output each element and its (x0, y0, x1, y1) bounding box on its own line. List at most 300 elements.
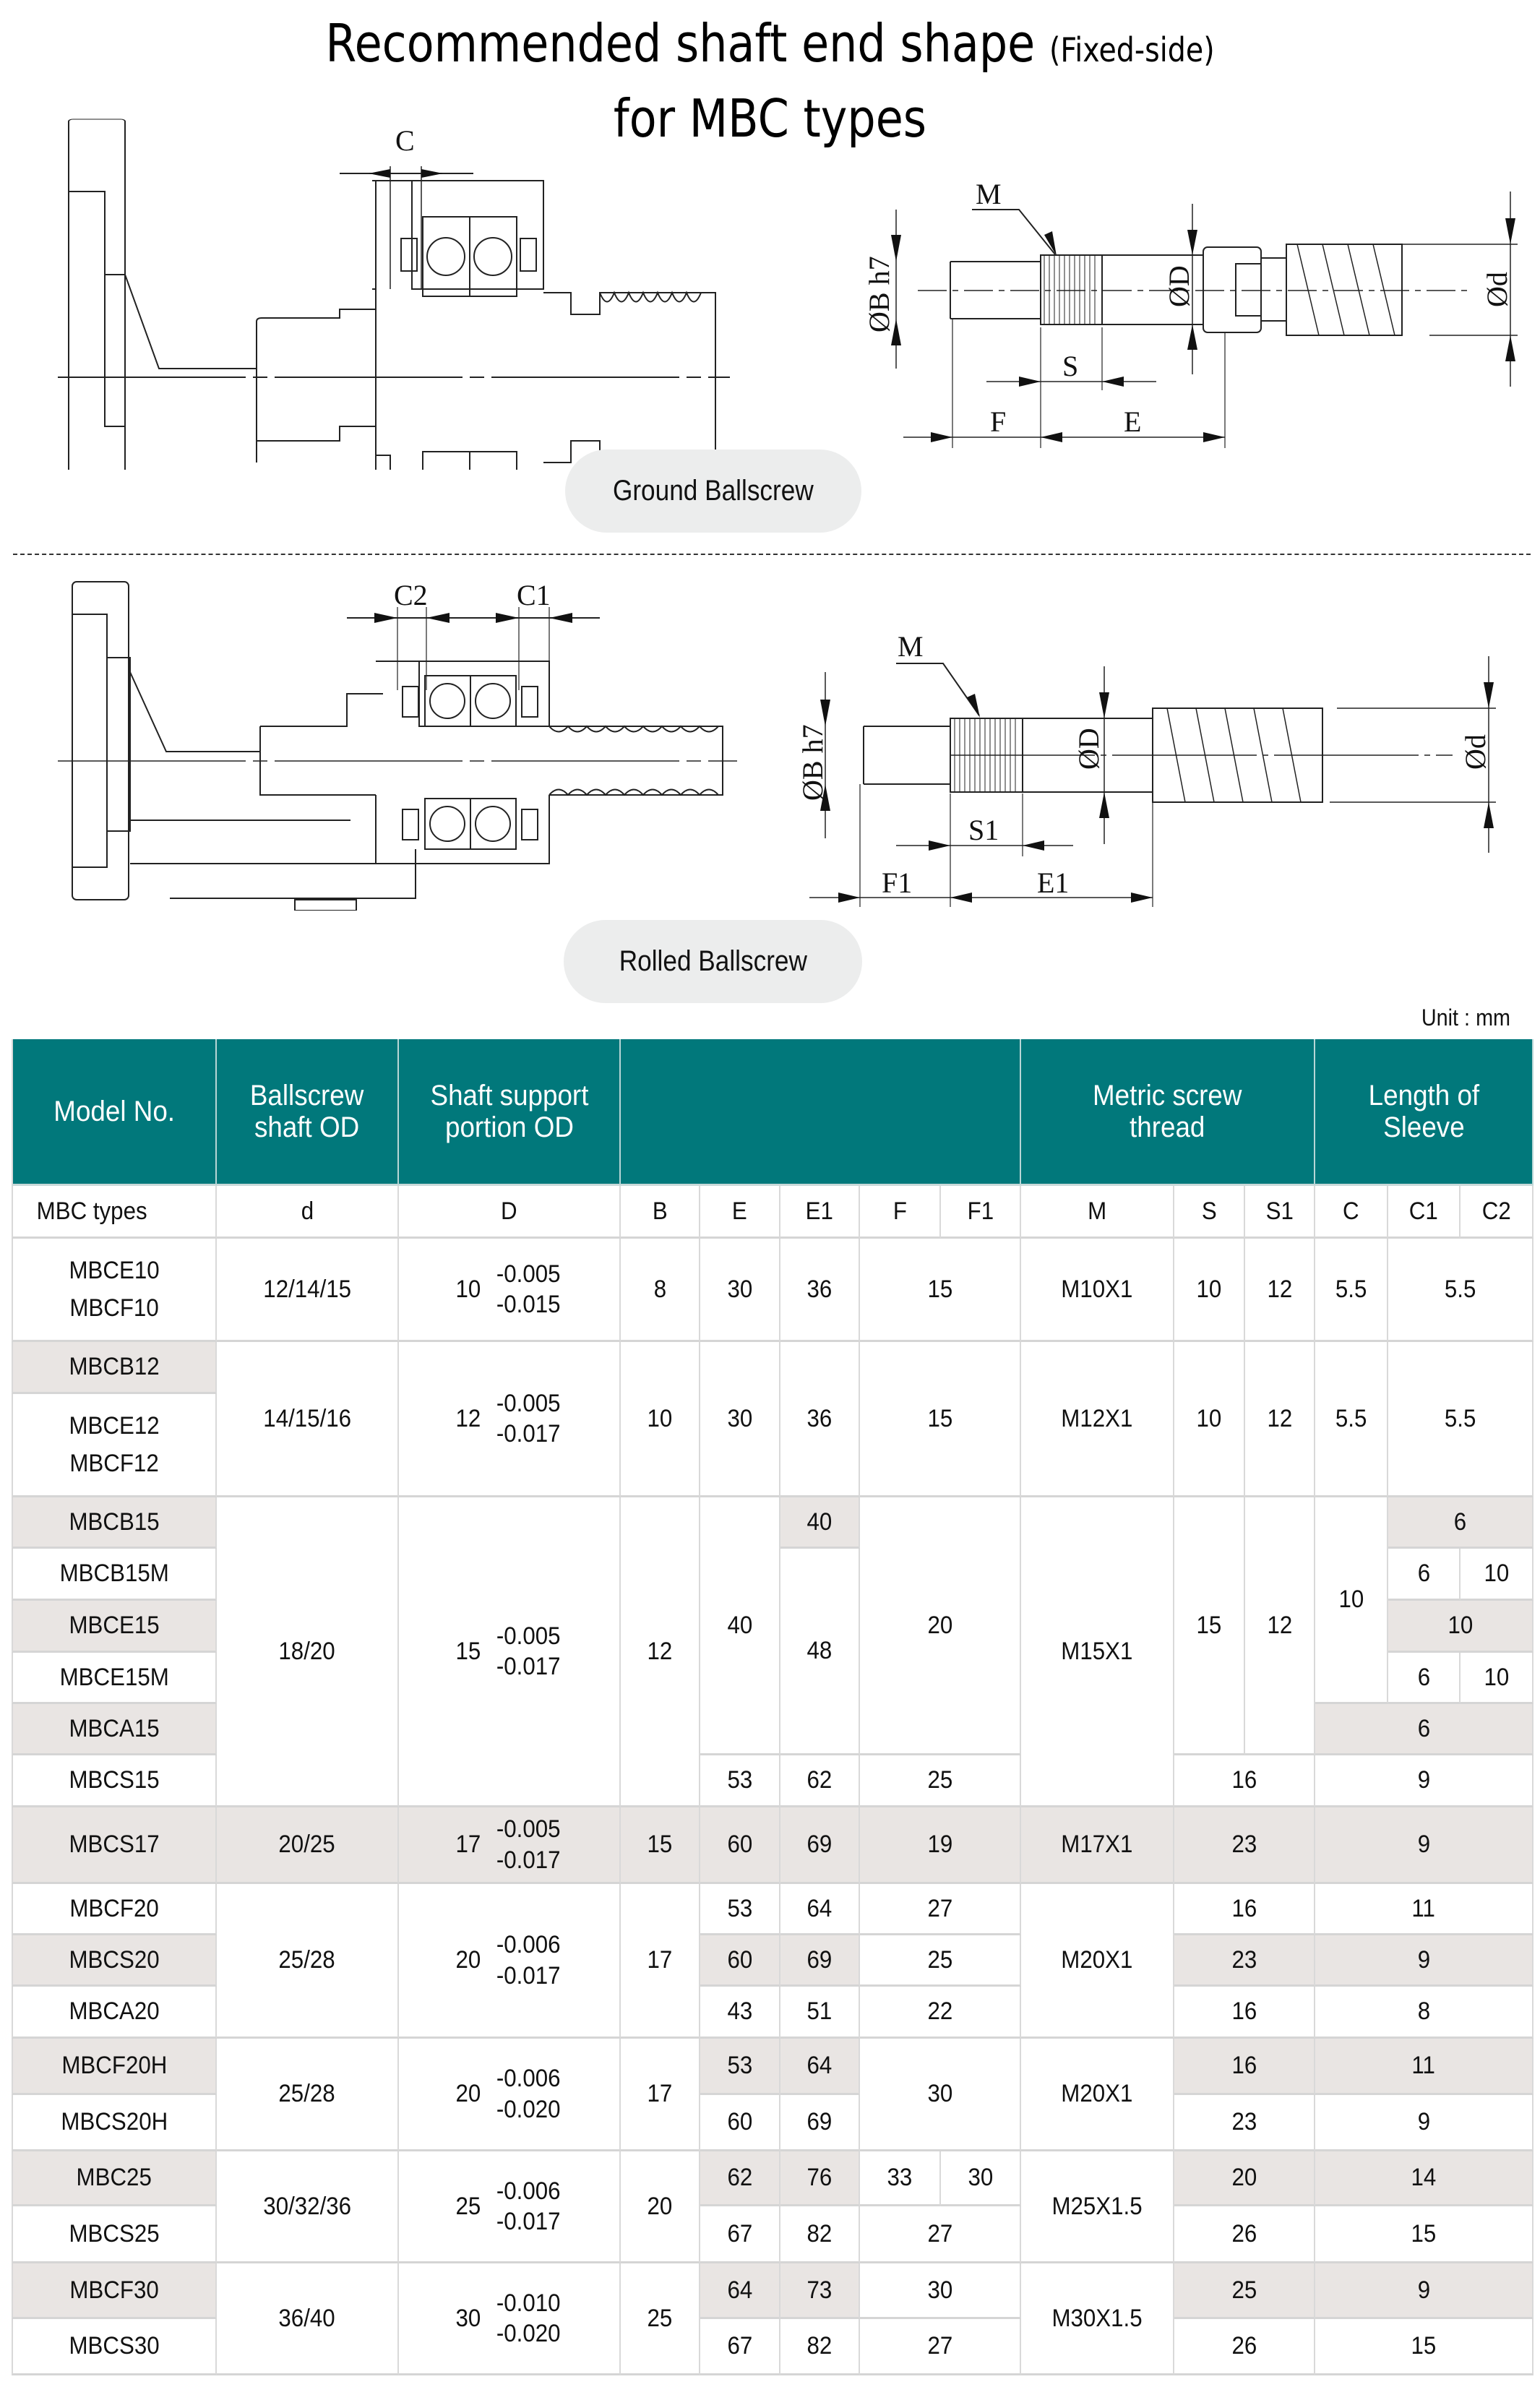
cell-value: 51 (806, 1997, 833, 2026)
table-cell-s1 (1245, 1342, 1315, 1497)
column-header-d (399, 1186, 621, 1239)
table-cell-d (217, 1807, 399, 1884)
cell-value: 12/14/15 (263, 1275, 351, 1303)
lower-tolerance: -0.017 (496, 1961, 561, 1990)
svg-text:Ød: Ød (1459, 734, 1492, 770)
group-header-line: portion OD (444, 1111, 574, 1143)
cell-value: 20 (1231, 2164, 1257, 2192)
cell-value: 60 (727, 1945, 752, 1974)
cell-value: 62 (727, 2164, 752, 2192)
cell-value: 67 (727, 2219, 752, 2248)
table-cell-s (1174, 2095, 1315, 2151)
column-header-s (1174, 1186, 1245, 1239)
column-header-label: S (1201, 1197, 1217, 1225)
model-name: MBCS30 (69, 2332, 160, 2360)
model-name: MBCF10 (69, 1294, 159, 1322)
svg-text:F: F (990, 405, 1007, 438)
tolerance-value (455, 2288, 563, 2349)
svg-text:ØD: ØD (1163, 265, 1195, 307)
column-header-c (1315, 1186, 1388, 1239)
table-cell-m (1021, 1884, 1174, 2039)
table-cell-e1 (780, 1497, 860, 1549)
table-cell-c (1315, 1342, 1388, 1497)
model-cell (12, 1704, 217, 1755)
cell-value: 30 (727, 1404, 752, 1432)
table-cell-e1 (780, 1549, 860, 1755)
table-cell-c (1315, 1987, 1533, 2039)
lower-tolerance: -0.020 (496, 2320, 561, 2347)
table-cell-s (1174, 1755, 1315, 1807)
table-cell-f (860, 2151, 941, 2206)
group-header-line: Ballscrew (250, 1080, 364, 1111)
cell-value: M15X1 (1061, 1637, 1133, 1665)
cell-value: 27 (927, 2219, 952, 2248)
column-header-s1 (1245, 1186, 1315, 1239)
model-name: MBCB15M (59, 1560, 169, 1588)
table-cell-e (700, 2151, 780, 2206)
unit-text: Unit : mm (1421, 1005, 1511, 1031)
table-cell-m (1021, 1497, 1174, 1807)
table-cell-s (1174, 2039, 1315, 2095)
cell-value: 6 (1417, 1663, 1430, 1691)
table-cell-f (860, 2039, 1021, 2151)
cell-value: 12 (1267, 1275, 1292, 1303)
title-qualifier: (Fixed-side) (1049, 30, 1215, 69)
group-header-line: shaft OD (254, 1111, 360, 1143)
table-cell-b (621, 1342, 700, 1497)
cell-value: 9 (1417, 2276, 1430, 2304)
tolerance-range (494, 2288, 563, 2349)
group-header-sleeve (1315, 1039, 1533, 1186)
model-cell (12, 1935, 217, 1987)
tolerance-range (494, 2063, 563, 2125)
cell-value: 12 (647, 1637, 673, 1665)
cell-value: 82 (806, 2332, 833, 2360)
cell-value: 67 (727, 2332, 752, 2360)
table-cell-s (1174, 1987, 1315, 2039)
table-cell-d (217, 1342, 399, 1497)
lower-tolerance: -0.020 (496, 2095, 561, 2123)
model-name: MBCE15M (59, 1663, 169, 1691)
column-header-m (1021, 1186, 1174, 1239)
column-header-d (217, 1186, 399, 1239)
model-name: MBCA20 (69, 1997, 160, 2026)
svg-text:E1: E1 (1037, 866, 1070, 899)
column-header-label: C (1343, 1197, 1359, 1225)
cell-value: 69 (806, 1831, 833, 1859)
column-header-label: S1 (1265, 1197, 1294, 1225)
cell-value: 30 (727, 1275, 752, 1303)
table-cell-s (1174, 1807, 1315, 1884)
cell-value: 6 (1417, 1714, 1430, 1742)
table-cell-c2 (1461, 1549, 1533, 1601)
nominal-diameter: 20 (455, 2080, 481, 2108)
group-header-line: thread (1130, 1111, 1205, 1143)
cell-value: 25/28 (278, 1946, 336, 1974)
cell-value: 20 (647, 2192, 673, 2220)
cell-value: 18/20 (278, 1637, 336, 1665)
svg-text:C1: C1 (517, 579, 551, 611)
cell-value: 64 (806, 2052, 833, 2080)
table-cell-c (1315, 1884, 1533, 1935)
cell-value: 9 (1417, 1831, 1430, 1859)
table-cell-d (217, 2151, 399, 2263)
cell-value: 60 (727, 2108, 752, 2136)
group-header-line: Model No. (53, 1096, 175, 1127)
cell-value: 8 (1417, 1997, 1430, 2026)
column-header-label: E (732, 1197, 747, 1225)
cell-value: 62 (806, 1766, 833, 1794)
table-cell-s (1174, 2263, 1315, 2319)
table-cell-s (1174, 1935, 1315, 1987)
lower-tolerance: -0.017 (496, 1653, 561, 1680)
table-cell-s (1174, 2319, 1315, 2375)
table-cell-f (860, 1342, 1021, 1497)
column-header-e (700, 1186, 780, 1239)
model-name: MBCF20 (69, 1894, 159, 1922)
table-cell-e (700, 1884, 780, 1935)
table-cell-c1 (1388, 1601, 1533, 1653)
table-cell-e1 (780, 2095, 860, 2151)
table-cell-c1 (1388, 1497, 1533, 1549)
cell-value: 26 (1231, 2219, 1257, 2248)
group-header-line: Sleeve (1382, 1111, 1465, 1143)
column-header-mbc-types (12, 1186, 217, 1239)
model-name: MBCS17 (69, 1831, 160, 1859)
upper-tolerance: -0.005 (496, 1815, 561, 1843)
table-cell-s (1174, 2206, 1315, 2263)
cell-value: 25 (927, 1766, 952, 1794)
cell-value: 10 (1484, 1560, 1509, 1588)
tolerance-value (455, 1388, 563, 1450)
cell-value: 20/25 (278, 1831, 336, 1859)
table-cell-d (399, 2151, 621, 2263)
cell-value: 36 (806, 1404, 833, 1432)
cell-value: 23 (1231, 1945, 1257, 1974)
svg-text:S: S (1062, 350, 1079, 382)
table-cell-e (700, 2095, 780, 2151)
table-cell-d (399, 1884, 621, 2039)
svg-text:Ød: Ød (1481, 272, 1513, 307)
table-cell-e (700, 2263, 780, 2319)
table-cell-d (217, 1497, 399, 1807)
cell-value: 10 (1447, 1612, 1473, 1640)
table-cell-c (1315, 2151, 1533, 2206)
cell-value: 9 (1417, 2108, 1430, 2136)
table-cell-b (621, 1497, 700, 1807)
table-cell-b (621, 1884, 700, 2039)
cell-value: 27 (927, 2332, 952, 2360)
lower-tolerance: -0.017 (496, 1420, 561, 1448)
table-cell-c (1315, 1497, 1388, 1704)
upper-tolerance: -0.005 (496, 1389, 561, 1417)
cell-value: 48 (806, 1637, 833, 1665)
cell-value: 12 (1267, 1611, 1292, 1639)
nominal-diameter: 12 (455, 1404, 481, 1432)
cell-value: 64 (806, 1894, 833, 1922)
lower-tolerance: -0.015 (496, 1291, 561, 1318)
table-cell-c1 (1388, 1239, 1533, 1342)
cell-value: 53 (727, 1766, 752, 1794)
model-cell (12, 1549, 217, 1601)
group-header-line: Metric screw (1093, 1080, 1242, 1111)
nominal-diameter: 10 (455, 1275, 481, 1303)
cell-value: 76 (806, 2164, 833, 2192)
cell-value: 9 (1417, 1945, 1430, 1974)
cell-value: 40 (806, 1508, 833, 1536)
svg-text:M: M (898, 630, 924, 663)
model-name: MBCE10 (69, 1256, 160, 1284)
table-cell-c (1315, 2319, 1533, 2375)
svg-text:ØB h7: ØB h7 (796, 724, 829, 801)
model-cell (12, 1394, 217, 1497)
column-header-b (621, 1186, 700, 1239)
table-cell-e1 (780, 1239, 860, 1342)
upper-tolerance: -0.006 (496, 2065, 561, 2092)
upper-tolerance: -0.006 (496, 1931, 561, 1958)
cell-value: 15 (927, 1404, 952, 1432)
table-cell-e1 (780, 1755, 860, 1807)
cell-value: 27 (927, 1894, 952, 1922)
cell-value: 6 (1453, 1508, 1467, 1536)
model-cell (12, 1239, 217, 1342)
table-cell-e (700, 1987, 780, 2039)
column-header-e1 (780, 1186, 860, 1239)
cell-value: 17 (647, 2080, 673, 2108)
table-cell-e1 (780, 2263, 860, 2319)
column-header-label: M (1087, 1197, 1107, 1225)
cell-value: 10 (1196, 1275, 1222, 1303)
model-name: MBCE15 (69, 1612, 160, 1640)
table-cell-s (1174, 1342, 1245, 1497)
table-cell-e1 (780, 2039, 860, 2095)
cell-value: 25 (647, 2304, 673, 2332)
model-cell (12, 1653, 217, 1704)
tolerance-value (455, 1621, 563, 1682)
cell-value: 5.5 (1444, 1404, 1476, 1432)
table-cell-s (1174, 1239, 1245, 1342)
table-cell-d (399, 1497, 621, 1807)
table-cell-c1 (1388, 1342, 1533, 1497)
table-cell-d (217, 1884, 399, 2039)
tolerance-range (494, 1814, 563, 1875)
upper-tolerance: -0.010 (496, 2289, 561, 2317)
title-main: Recommended shaft end shape (325, 13, 1036, 74)
group-header-D (399, 1039, 621, 1186)
cell-value: M12X1 (1061, 1404, 1133, 1432)
svg-text:S1: S1 (968, 814, 999, 846)
cell-value: 25/28 (278, 2080, 336, 2108)
cell-value: 5.5 (1335, 1404, 1367, 1432)
table-cell-c (1315, 1935, 1533, 1987)
table-cell-m (1021, 2263, 1174, 2375)
lower-tolerance: -0.017 (496, 1846, 561, 1874)
cell-value: 53 (727, 1894, 752, 1922)
tolerance-range (494, 1388, 563, 1450)
svg-text:F1: F1 (882, 866, 913, 899)
model-name: MBCF12 (69, 1450, 159, 1477)
model-cell (12, 1497, 217, 1549)
table-cell-s (1174, 1497, 1245, 1755)
model-cell (12, 2206, 217, 2263)
model-name: MBCS25 (69, 2219, 160, 2248)
label-M: M (976, 178, 1002, 210)
cell-value: 25 (1231, 2276, 1257, 2304)
cell-value: 43 (727, 1997, 752, 2026)
cell-value: 11 (1411, 1894, 1436, 1922)
table-cell-b (621, 1239, 700, 1342)
cell-value: M20X1 (1061, 2080, 1133, 2108)
column-header-c2 (1461, 1186, 1533, 1239)
nominal-diameter: 25 (455, 2192, 481, 2220)
group-header-blank (621, 1039, 1021, 1186)
cell-value: 30 (927, 2080, 952, 2108)
cell-value: 8 (653, 1275, 666, 1303)
cell-value: 14 (1411, 2164, 1437, 2192)
tolerance-range (494, 2176, 563, 2237)
table-cell-f1 (941, 2151, 1021, 2206)
table-cell-e1 (780, 2151, 860, 2206)
column-header-label: MBC types (36, 1197, 147, 1225)
cell-value: 36/40 (278, 2304, 336, 2332)
table-cell-e1 (780, 1884, 860, 1935)
table-cell-f (860, 1987, 1021, 2039)
tolerance-value (455, 1930, 563, 1991)
upper-tolerance: -0.006 (496, 2177, 561, 2205)
cell-value: 82 (806, 2219, 833, 2248)
table-cell-e (700, 1755, 780, 1807)
cell-value: 14/15/16 (263, 1404, 351, 1432)
table-cell-c (1315, 1807, 1533, 1884)
cell-value: 11 (1411, 2052, 1436, 2080)
table-cell-m (1021, 1239, 1174, 1342)
cell-value: 10 (1484, 1663, 1509, 1691)
cell-value: 73 (806, 2276, 833, 2304)
cell-value: M30X1.5 (1051, 2304, 1143, 2332)
model-name: MBCS20 (69, 1945, 160, 1974)
model-name: MBCB12 (69, 1353, 160, 1381)
nominal-diameter: 17 (455, 1831, 481, 1859)
column-header-f1 (941, 1186, 1021, 1239)
table-cell-e (700, 2319, 780, 2375)
table-cell-e1 (780, 2206, 860, 2263)
table-cell-e1 (780, 1987, 860, 2039)
table-cell-f (860, 1755, 1021, 1807)
table-cell-s (1174, 2151, 1315, 2206)
table-cell-f (860, 2319, 1021, 2375)
nominal-diameter: 30 (455, 2304, 481, 2332)
group-header-line: Length of (1368, 1080, 1479, 1111)
table-cell-c1 (1388, 1549, 1461, 1601)
cell-value: 5.5 (1444, 1275, 1476, 1303)
table-cell-f (860, 1497, 1021, 1755)
model-cell (12, 1601, 217, 1653)
table-cell-c (1315, 2095, 1533, 2151)
column-header-label: F (892, 1197, 907, 1225)
table-cell-e (700, 1935, 780, 1987)
model-cell (12, 2095, 217, 2151)
column-header-label: C1 (1409, 1197, 1438, 1225)
upper-tolerance: -0.005 (496, 1622, 561, 1650)
cell-value: 15 (1411, 2332, 1437, 2360)
group-header-model (12, 1039, 217, 1186)
table-cell-f (860, 1884, 1021, 1935)
nominal-diameter: 20 (455, 1946, 481, 1974)
table-cell-f (860, 1935, 1021, 1987)
table-cell-m (1021, 1342, 1174, 1497)
cell-value: 16 (1231, 2052, 1257, 2080)
cell-value: 9 (1417, 1766, 1430, 1794)
cell-value: 30/32/36 (263, 2192, 351, 2220)
table-cell-e1 (780, 2319, 860, 2375)
rolled-ballscrew-text: Rolled Ballscrew (619, 945, 807, 977)
model-cell (12, 1342, 217, 1394)
cell-value: 64 (727, 2276, 752, 2304)
table-cell-d (399, 1807, 621, 1884)
cell-value: 69 (806, 1945, 833, 1974)
svg-text:E: E (1124, 405, 1142, 438)
upper-tolerance: -0.005 (496, 1260, 561, 1288)
cell-value: M17X1 (1061, 1831, 1133, 1859)
cell-value: M10X1 (1061, 1275, 1133, 1303)
cell-value: M20X1 (1061, 1946, 1133, 1974)
model-cell (12, 1755, 217, 1807)
svg-text:C2: C2 (394, 579, 428, 611)
cell-value: 15 (647, 1831, 673, 1859)
table-cell-c (1315, 1704, 1533, 1755)
table-cell-f (860, 1807, 1021, 1884)
model-name: MBC25 (76, 2164, 152, 2192)
table-cell-c (1315, 2039, 1533, 2095)
cell-value: 15 (1411, 2219, 1437, 2248)
table-cell-d (399, 2263, 621, 2375)
cell-value: 15 (927, 1275, 952, 1303)
cell-value: 20 (927, 1611, 952, 1639)
cell-value: 6 (1417, 1560, 1430, 1588)
column-header-label: d (301, 1197, 314, 1225)
model-name: MBCF30 (69, 2276, 159, 2304)
table-cell-e (700, 2039, 780, 2095)
cell-value: 12 (1267, 1404, 1292, 1432)
cell-value: 16 (1231, 1766, 1257, 1794)
column-header-label: B (652, 1197, 668, 1225)
lower-tolerance: -0.017 (496, 2208, 561, 2235)
table-cell-d (217, 2039, 399, 2151)
cell-value: 23 (1231, 2108, 1257, 2136)
table-cell-f (860, 1239, 1021, 1342)
model-cell (12, 2319, 217, 2375)
column-header-label: D (501, 1197, 517, 1225)
table-cell-s1 (1245, 1497, 1315, 1755)
table-cell-e1 (780, 1342, 860, 1497)
table-cell-b (621, 2151, 700, 2263)
ground-ballscrew-text: Ground Ballscrew (613, 475, 814, 507)
cell-value: 19 (927, 1831, 952, 1859)
table-cell-c1 (1388, 1653, 1461, 1704)
cell-value: 60 (727, 1831, 752, 1859)
table-cell-m (1021, 2039, 1174, 2151)
model-cell (12, 2263, 217, 2319)
table-cell-e1 (780, 1935, 860, 1987)
tolerance-range (494, 1930, 563, 1991)
table-cell-s1 (1245, 1239, 1315, 1342)
cell-value: 10 (1196, 1404, 1222, 1432)
table-cell-d (399, 1342, 621, 1497)
table-cell-c (1315, 1755, 1533, 1807)
table-cell-c (1315, 1239, 1388, 1342)
tolerance-range (494, 1621, 563, 1682)
svg-text:C: C (395, 124, 415, 157)
